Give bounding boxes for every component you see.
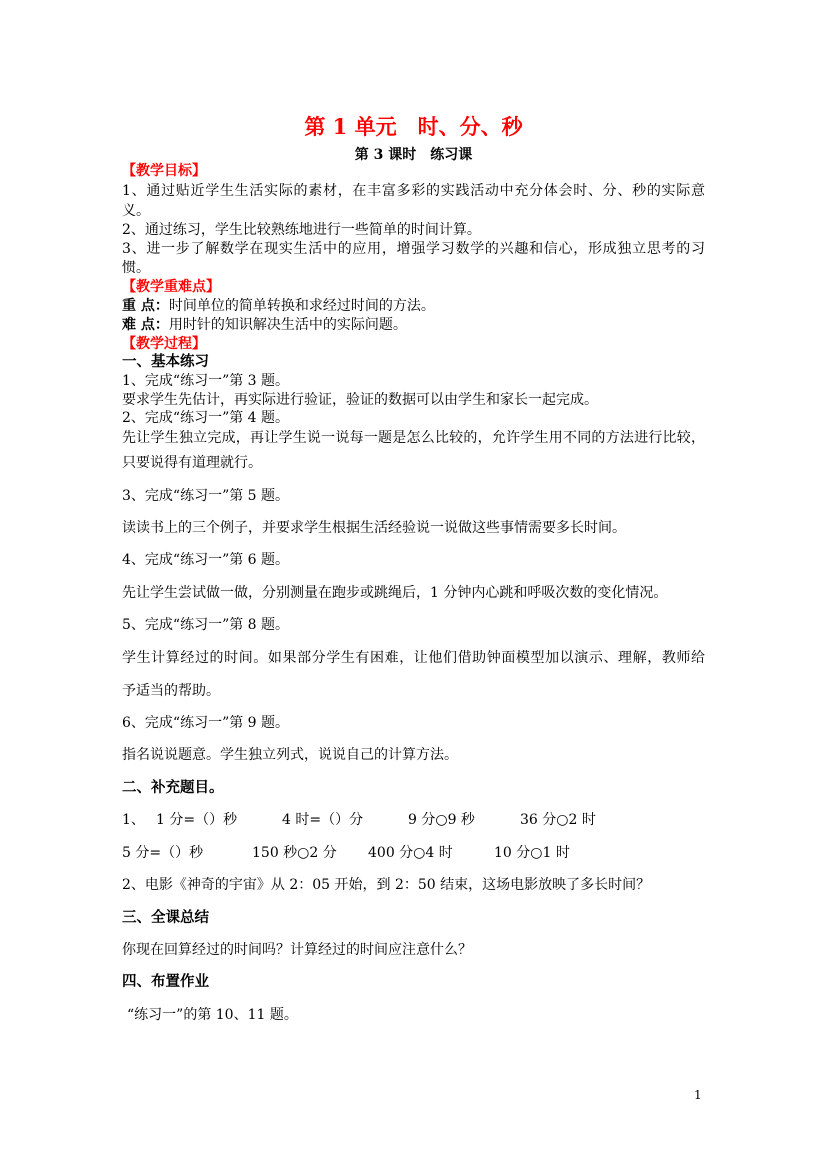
page-number: 1 (694, 1088, 702, 1102)
exercise-3-desc: 读读书上的三个例子，并要求学生根据生活经验说一说做这些事情需要多长时间。 (122, 520, 626, 536)
exercise-6: 6、完成“练习一”第 9 题。 (122, 715, 290, 731)
exercise-1-desc: 要求学生先估计，再实际进行验证，验证的数据可以由学生和家长一起完成。 (122, 392, 598, 408)
difficult-point-label: 难 点： (122, 317, 169, 333)
conversion-item: 4 时=（）分 (282, 812, 364, 828)
key-point (122, 296, 435, 316)
page-title: 第 1 单元 时、分、秒 (304, 114, 523, 139)
exercise-1: 1、完成“练习一”第 3 题。 (122, 373, 290, 389)
conversion-item: 400 分○4 时 (368, 845, 453, 861)
exercise-5: 5、完成“练习一”第 8 题。 (122, 617, 290, 633)
conversion-item: 36 分○2 时 (520, 812, 596, 828)
section-3-heading: 三、全课总结 (122, 909, 209, 926)
exercise-2-desc: 先让学生独立完成，再让学生说一说每一题是怎么比较的，允许学生用不同的方法进行比较， (122, 430, 705, 446)
conversion-item: 9 分○9 秒 (408, 812, 475, 828)
goal-1: 1、通过贴近学生生活实际的素材，在丰富多彩的实践活动中充分体会时、分、秒的实际意 (122, 183, 705, 199)
exercise-5-desc-cont: 予适当的帮助。 (122, 683, 220, 699)
goal-3: 3、进一步了解数学在现实生活中的应用，增强学习数学的兴趣和信心，形成独立思考的习 (122, 241, 705, 257)
exercise-4: 4、完成“练习一”第 6 题。 (122, 552, 290, 568)
goal-2: 2、通过练习，学生比较熟练地进行一些简单的时间计算。 (122, 222, 481, 238)
conversion-row-1 (122, 810, 722, 830)
section-4-heading: 四、布置作业 (122, 973, 209, 990)
difficult-point-text: 用时针的知识解决生活中的实际问题。 (168, 317, 407, 333)
goal-3-cont: 惯。 (122, 260, 150, 276)
exercise-6-desc: 指名说说题意。学生独立列式，说说自己的计算方法。 (122, 747, 458, 763)
exercise-5-desc: 学生计算经过的时间。如果部分学生有困难，让他们借助钟面模型加以演示、理解，教师给 (122, 650, 705, 666)
difficult-point (122, 315, 407, 335)
goals-heading: 【教学目标】 (122, 163, 206, 179)
conversion-item: 1 分=（）秒 (156, 812, 238, 828)
conversion-item: 150 秒○2 分 (252, 845, 337, 861)
exercise-3: 3、完成“练习一”第 5 题。 (122, 488, 290, 504)
process-heading: 【教学过程】 (122, 336, 206, 352)
conversion-item: 5 分=（）秒 (122, 845, 204, 861)
conversion-row-2 (122, 843, 722, 863)
key-point-text: 时间单位的简单转换和求经过时间的方法。 (168, 298, 435, 314)
exercise-4-desc: 先让学生尝试做一做，分别测量在跑步或跳绳后，1 分钟内心跳和呼吸次数的变化情况。 (122, 585, 668, 601)
key-point-label: 重 点： (122, 298, 169, 314)
question-2: 2、电影《神奇的宇宙》从 2：05 开始，到 2：50 结束，这场电影放映了多长时间？ (122, 877, 651, 893)
homework-text: “练习一”的第 10、11 题。 (127, 1007, 298, 1023)
summary-text: 你现在回算经过的时间吗？计算经过的时间应注意什么？ (122, 942, 472, 958)
conversion-item: 10 分○1 时 (494, 845, 570, 861)
exercise-2: 2、完成“练习一”第 4 题。 (122, 410, 290, 426)
exercise-2-desc-cont: 只要说得有道理就行。 (122, 455, 262, 471)
question-1-number: 1、 (122, 812, 145, 828)
section-2-heading: 二、补充题目。 (122, 779, 224, 796)
goal-1-cont: 义。 (122, 203, 150, 219)
key-heading: 【教学重难点】 (122, 279, 220, 295)
page-subtitle: 第 3 课时 练习课 (354, 147, 473, 163)
section-1-heading: 一、基本练习 (122, 353, 209, 370)
